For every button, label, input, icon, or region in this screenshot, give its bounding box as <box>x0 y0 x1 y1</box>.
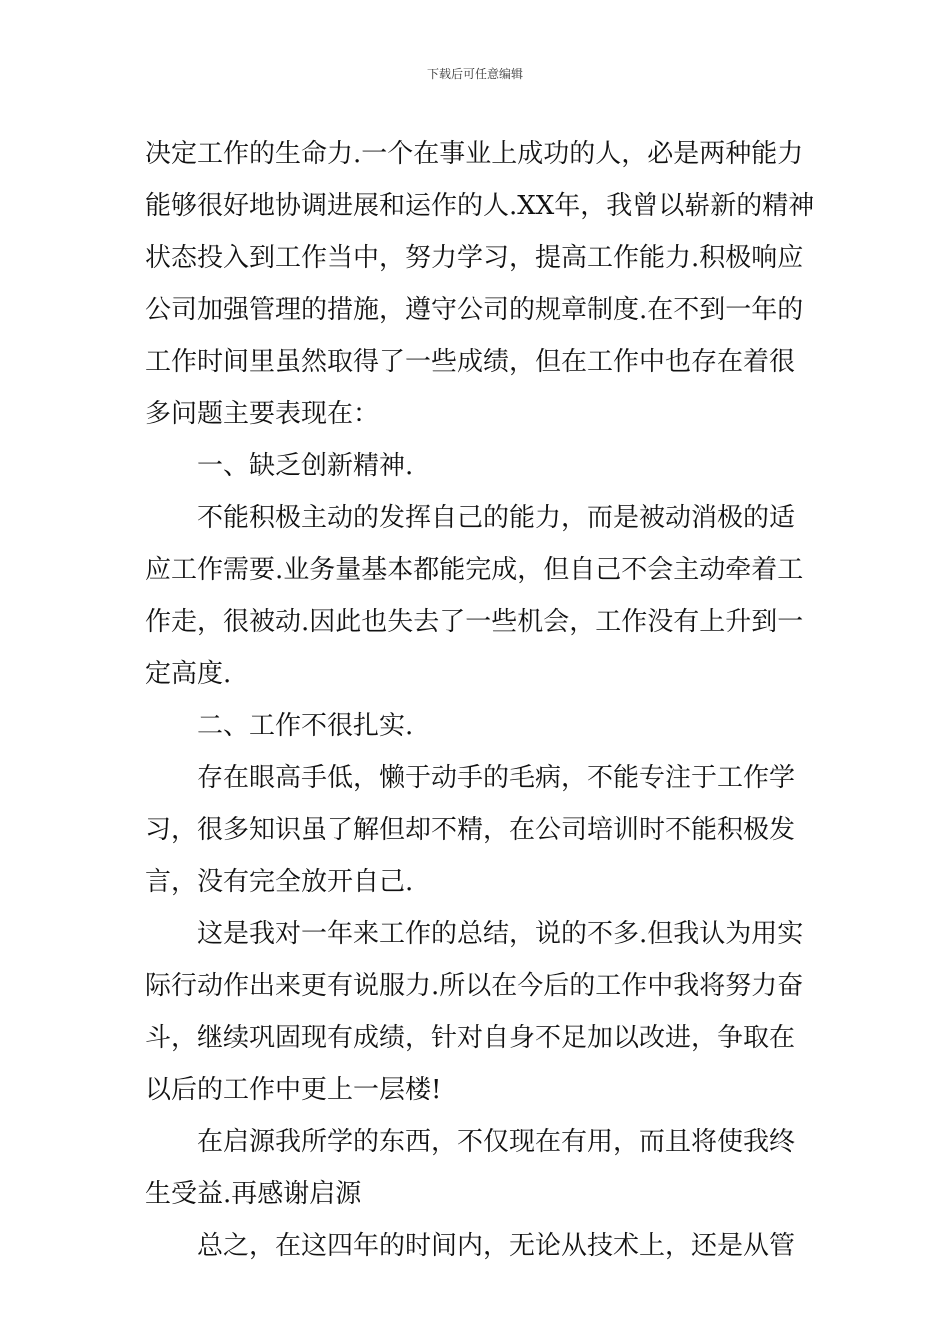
text-line: 斗，继续巩固现有成绩，针对自身不足加以改进，争取在 <box>145 1023 796 1053</box>
text-line: 言，没有完全放开自己. <box>145 867 414 897</box>
section-heading: 一、缺乏创新精神. <box>197 451 414 481</box>
text-line: 决定工作的生命力.一个在事业上成功的人，必是两种能力 <box>145 139 804 169</box>
text-line: 总之，在这四年的时间内，无论从技术上，还是从管 <box>197 1231 796 1261</box>
text-line: 工作时间里虽然取得了一些成绩，但在工作中也存在着很 <box>145 347 796 377</box>
text-line: 不能积极主动的发挥自己的能力，而是被动消极的适 <box>197 503 796 533</box>
text-line: 这是我对一年来工作的总结，说的不多.但我认为用实 <box>197 919 804 949</box>
text-line: 应工作需要.业务量基本都能完成，但自己不会主动牵着工 <box>145 555 804 585</box>
text-line: 际行动作出来更有说服力.所以在今后的工作中我将努力奋 <box>145 971 804 1001</box>
page-header: 下载后可任意编辑 <box>426 67 523 81</box>
text-line: 在启源我所学的东西，不仅现在有用，而且将使我终 <box>197 1127 796 1157</box>
text-line: 多问题主要表现在： <box>145 399 380 429</box>
text-line: 状态投入到工作当中，努力学习，提高工作能力.积极响应 <box>145 243 804 273</box>
text-line: 生受益.再感谢启源 <box>145 1179 362 1209</box>
section-heading: 二、工作不很扎实. <box>197 711 414 741</box>
text-line: 以后的工作中更上一层楼! <box>145 1075 442 1105</box>
text-line: 能够很好地协调进展和运作的人.XX年，我曾以崭新的精神 <box>145 191 815 221</box>
text-line: 习，很多知识虽了解但却不精，在公司培训时不能积极发 <box>145 815 796 845</box>
text-line: 存在眼高手低，懒于动手的毛病，不能专注于工作学 <box>197 763 796 793</box>
text-line: 定高度. <box>145 659 232 689</box>
text-line: 作走，很被动.因此也失去了一些机会，工作没有上升到一 <box>145 607 804 637</box>
document-body <box>145 128 815 1272</box>
text-line: 公司加强管理的措施，遵守公司的规章制度.在不到一年的 <box>145 295 804 325</box>
